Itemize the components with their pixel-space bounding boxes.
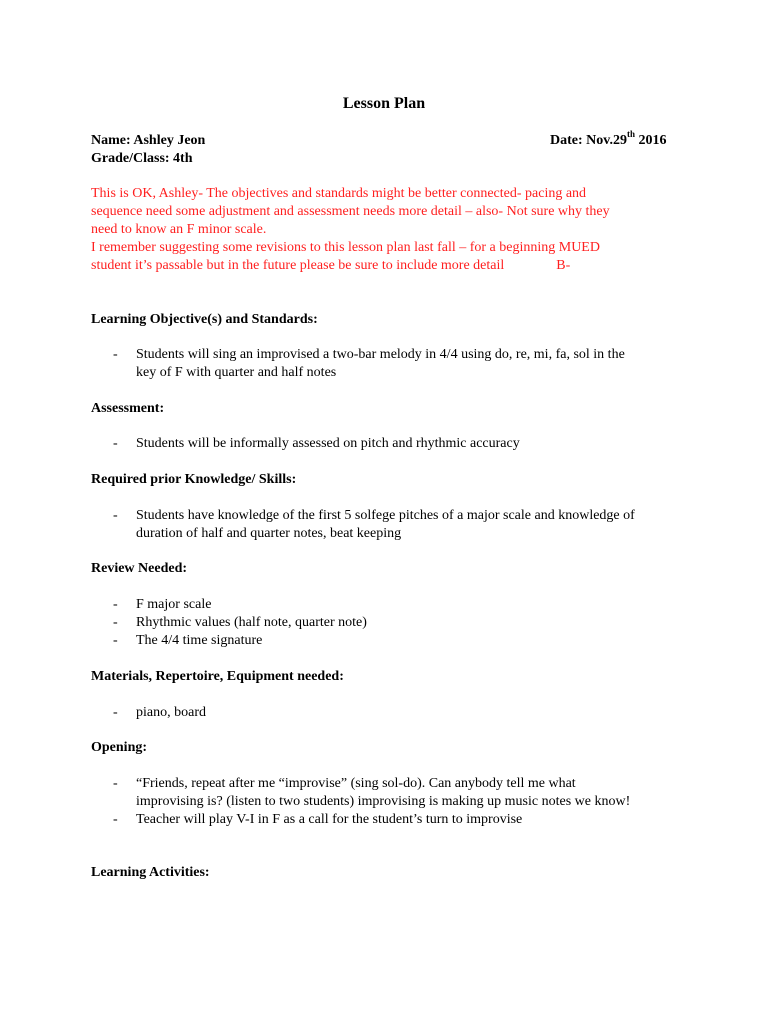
comment-line: sequence need some adjustment and assessment needs more detail – also- Not sure why they: [91, 204, 610, 219]
bullet-dash: -: [113, 597, 118, 612]
bullet-text: Rhythmic values (half note, quarter note): [136, 615, 367, 630]
date-line: [550, 129, 667, 150]
prior-knowledge-heading: Required prior Knowledge/ Skills:: [91, 472, 297, 487]
date-prefix: Date: Nov.29: [550, 133, 627, 148]
list-item: [113, 507, 693, 543]
bullet-dash: -: [113, 615, 118, 630]
list-item: [113, 811, 693, 829]
bullet-dash: -: [113, 347, 118, 362]
opening-heading: Opening:: [91, 740, 148, 755]
bullet-text: key of F with quarter and half notes: [136, 365, 337, 380]
bullet-text: Teacher will play V-I in F as a call for the student’s turn to improvise: [136, 812, 523, 827]
learning-activities-heading: Learning Activities:: [91, 865, 210, 880]
name-line: Name: Ashley Jeon: [91, 133, 206, 148]
date-superscript: th: [627, 129, 636, 140]
comment-line: I remember suggesting some revisions to this lesson plan last fall – for a beginning MUED: [91, 240, 600, 255]
bullet-text: Students will sing an improvised a two-bar melody in 4/4 using do, re, mi, fa, sol in the: [136, 347, 625, 362]
bullet-dash: -: [113, 812, 118, 827]
assessment-heading: Assessment:: [91, 401, 165, 416]
list-item: [113, 596, 693, 614]
bullet-text: improvising is? (listen to two students) improvising is making up music notes we know!: [136, 794, 631, 809]
letter-grade: B-: [556, 258, 571, 273]
list-item: [113, 346, 693, 382]
bullet-text: duration of half and quarter notes, beat keeping: [136, 526, 402, 541]
bullet-text: F major scale: [136, 597, 212, 612]
bullet-dash: -: [113, 776, 118, 791]
list-item: [113, 775, 693, 811]
bullet-text: Students will be informally assessed on pitch and rhythmic accuracy: [136, 436, 520, 451]
bullet-dash: -: [113, 705, 118, 720]
comment-line: student it’s passable but in the future please be sure to include more detail: [91, 258, 505, 273]
list-item: [113, 632, 693, 650]
document-title: Lesson Plan: [342, 95, 426, 112]
list-item: [113, 435, 693, 453]
objectives-heading: Learning Objective(s) and Standards:: [91, 312, 318, 327]
bullet-dash: -: [113, 508, 118, 523]
bullet-text: piano, board: [136, 705, 206, 720]
list-item: [113, 614, 693, 632]
materials-heading: Materials, Repertoire, Equipment needed:: [91, 669, 344, 684]
review-heading: Review Needed:: [91, 561, 188, 576]
list-item: [113, 704, 693, 722]
grade-line: Grade/Class: 4th: [91, 151, 193, 166]
bullet-text: Students have knowledge of the first 5 solfege pitches of a major scale and knowledge of: [136, 508, 635, 523]
comment-line: need to know an F minor scale.: [91, 222, 267, 237]
bullet-text: The 4/4 time signature: [136, 633, 263, 648]
bullet-text: “Friends, repeat after me “improvise” (sing sol-do). Can anybody tell me what: [136, 776, 576, 791]
instructor-comment: [91, 185, 691, 275]
comment-line: This is OK, Ashley- The objectives and standards might be better connected- pacing and: [91, 186, 587, 201]
comment-line-with-grade: [91, 257, 691, 275]
bullet-dash: -: [113, 633, 118, 648]
bullet-dash: -: [113, 436, 118, 451]
date-year: 2016: [635, 133, 667, 148]
